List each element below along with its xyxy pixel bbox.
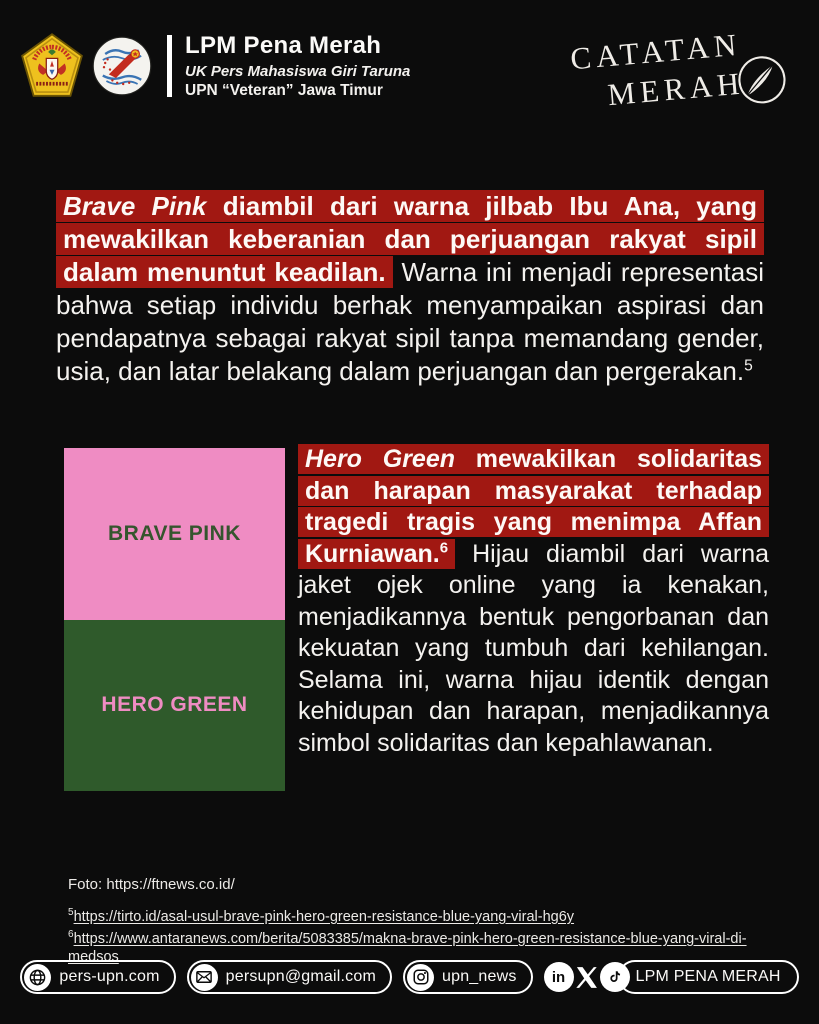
catatan-merah-logo [569,23,790,122]
footnote-ref-5: 5 [744,357,753,375]
brave-pink-body-text: Warna ini menjadi representasi bahwa setiap individu berhak menyampaikan aspirasi dan pendapatnya sebagai rakyat sipil tanpa memandang gender, usia, dan latar belakang dalam perjuangan dan pergerakan. [56,257,764,386]
instagram-pill[interactable] [403,960,533,994]
social-label-pill[interactable] [618,960,799,994]
hero-green-swatch: HERO GREEN [64,620,285,792]
footnote-ref-6: 6 [439,539,449,557]
org-name: LPM Pena Merah [185,31,382,59]
header-divider [167,35,172,97]
website-pill[interactable] [20,960,175,994]
hero-green-body-text: Hijau diambil dari warna jaket ojek online yang ia kenakan, menjadikannya bentuk pengorbanan dan kekuatan yang tumbuh dari kehilangan. Selama ini, warna hijau identik dengan kehidupan dan harapan, menjadikannya simbol solidaritas dan kepahlawanan. [298,539,769,757]
social-media-group [544,960,799,994]
feather-icon [734,52,790,108]
email-label: persupn@gmail.com [225,968,376,985]
org-institution: UPN “Veteran” Jawa Timur [185,81,383,99]
header [20,18,801,113]
org-subtitle: UK Pers Mahasiswa Giri Taruna [185,62,411,80]
brave-pink-paragraph [56,190,764,388]
footnote-6-link[interactable]: https://www.antaranews.com/berita/5083385/makna-brave-pink-hero-green-resistance-blue-yang-viral-di-medsos [68,930,747,965]
linkedin-icon[interactable]: in [544,962,574,992]
footnote-6-marker: 6 [68,928,74,940]
contact-bar [0,960,819,994]
tiktok-icon[interactable] [600,962,630,992]
x-icon[interactable] [573,963,601,991]
brand-line2: MERAH [606,65,746,113]
pers-mahasiswa-logo [92,36,152,96]
footnote-5 [68,904,761,926]
brave-pink-highlight-text: diambil dari warna jilbab Ibu Ana, yang mewakilkan keberanian dan perjuangan rakyat sipil dalam menuntut keadilan. [63,191,757,287]
brave-pink-swatch: BRAVE PINK [64,448,285,620]
social-label: LPM PENA MERAH [635,968,781,985]
instagram-icon [407,964,434,991]
instagram-label: upn_news [442,968,517,985]
sources [68,876,761,966]
email-pill[interactable] [187,960,392,994]
photo-credit: Foto: https://ftnews.co.id/ [68,876,235,893]
globe-icon [24,964,51,991]
hero-green-highlight-text: mewakilkan solidaritas dan harapan masyarakat terhadap tragedi tragis yang menimpa Affan Kurniawan. [305,445,762,568]
brave-pink-term: Brave Pink [63,191,207,221]
footnote-5-link[interactable]: https://tirto.id/asal-usul-brave-pink-hero-green-resistance-blue-yang-viral-hg6y [73,908,575,925]
website-label: pers-upn.com [59,968,160,985]
upn-veteran-logo [20,33,84,99]
hero-green-term: Hero Green [305,445,456,473]
brand-line1: CATATAN [568,26,743,77]
footnote-5-marker: 5 [68,907,74,918]
org-identity [185,32,410,100]
hero-green-paragraph [298,444,769,791]
color-section [64,445,769,791]
mail-icon [191,964,218,991]
color-swatch [64,448,285,791]
